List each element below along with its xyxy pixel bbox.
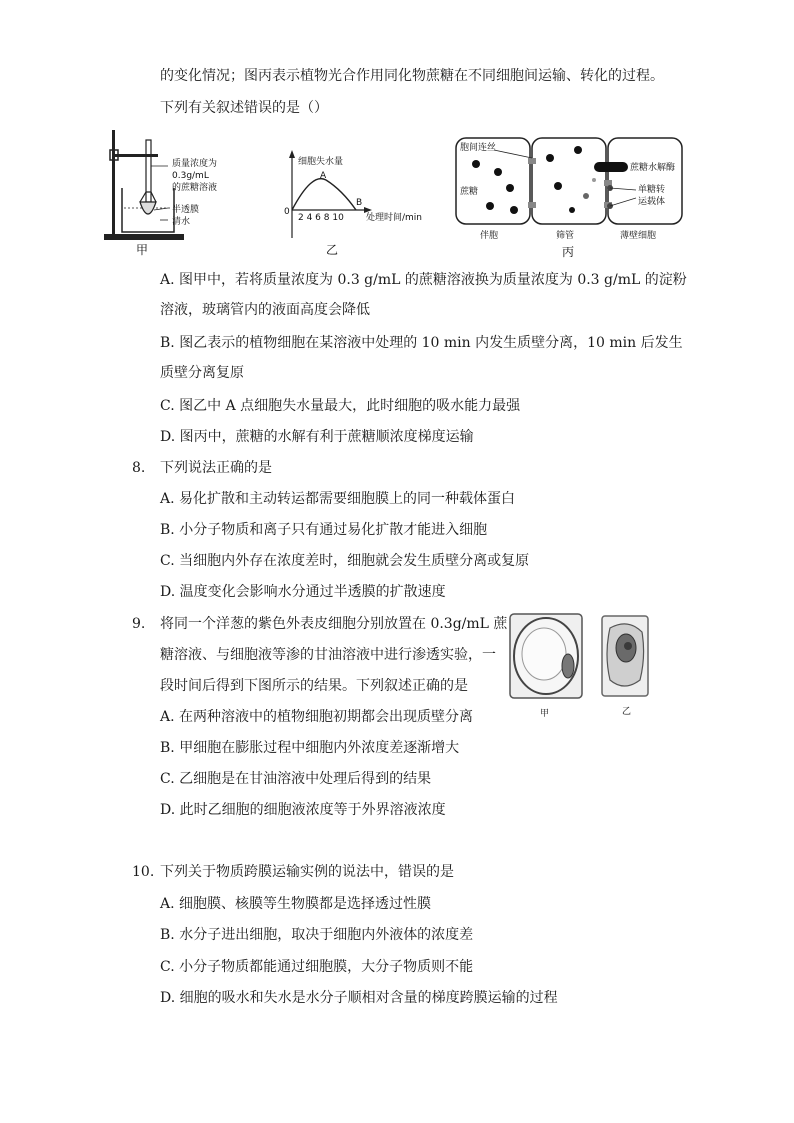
yi-point-b: B [356, 198, 363, 208]
jia-label-5: 清水 [172, 217, 191, 227]
jia-label-2: 0.3g/mL [172, 171, 209, 181]
bing-sucrase: 蔗糖水解酶 [630, 163, 676, 173]
bing-carrier-2: 运载体 [638, 197, 666, 207]
figure-yi [282, 150, 452, 256]
q7-option-d: D. 图丙中，蔗糖的水解有利于蔗糖顺浓度梯度运输 [160, 429, 474, 445]
q10-option-a: A. 细胞膜、核膜等生物膜都是选择透过性膜 [160, 896, 432, 912]
q10-stem: 下列关于物质跨膜运输实例的说法中，错误的是 [160, 864, 454, 880]
q8-stem: 下列说法正确的是 [160, 460, 272, 476]
q9-fig-yi-label: 乙 [622, 707, 632, 717]
jia-caption: 甲 [136, 243, 149, 257]
q9-option-d: D. 此时乙细胞的细胞液浓度等于外界溶液浓度 [160, 802, 446, 818]
figure-q9-cells [506, 610, 666, 720]
q7-intro-line2: 下列有关叙述错误的是（） [160, 100, 328, 116]
q8-option-a: A. 易化扩散和主动转运都需要细胞膜上的同一种载体蛋白 [160, 491, 516, 507]
yi-caption: 乙 [326, 243, 339, 257]
q8-number: 8. [132, 460, 146, 476]
jia-label-4: 半透膜 [172, 205, 200, 215]
q9-stem-line2: 糖溶液、与细胞液等渗的甘油溶液中进行渗透实验，一 [160, 647, 496, 663]
yi-ticks: 2 4 6 8 10 [298, 213, 344, 223]
yi-origin: 0 [284, 207, 290, 217]
q9-stem-line1: 将同一个洋葱的紫色外表皮细胞分别放置在 0.3g/mL 蔗 [160, 616, 508, 632]
q7-option-a-line1: A. 图甲中，若将质量浓度为 0.3 g/mL 的蔗糖溶液换为质量浓度为 0.3 g/mL 的淀粉 [160, 272, 687, 288]
bing-cell-sieve: 筛管 [556, 231, 575, 241]
q7-option-c: C. 图乙中 A 点细胞失水量最大，此时细胞的吸水能力最强 [160, 398, 521, 414]
q8-option-c: C. 当细胞内外存在浓度差时，细胞就会发生质壁分离或复原 [160, 553, 530, 569]
yi-point-a: A [320, 171, 327, 181]
figure-jia [100, 126, 260, 256]
q8-option-d: D. 温度变化会影响水分通过半透膜的扩散速度 [160, 584, 446, 600]
q7-option-a-line2: 溶液，玻璃管内的液面高度会降低 [160, 302, 370, 318]
jia-label-1: 质量浓度为 [172, 159, 218, 169]
q9-option-a: A. 在两种溶液中的植物细胞初期都会出现质壁分离 [160, 709, 474, 725]
yi-ylabel: 细胞失水量 [298, 157, 344, 167]
bing-carrier-1: 单糖转 [638, 185, 666, 195]
q7-option-b-line1: B. 图乙表示的植物细胞在某溶液中处理的 10 min 内发生质壁分离，10 min 后发生 [160, 335, 683, 351]
q9-number: 9. [132, 616, 146, 632]
q7-option-b-line2: 质壁分离复原 [160, 365, 244, 381]
bing-plasmodesmata: 胞间连丝 [460, 143, 497, 153]
q10-number: 10. [132, 864, 155, 880]
q10-option-d: D. 细胞的吸水和失水是水分子顺相对含量的梯度跨膜运输的过程 [160, 990, 558, 1006]
q10-option-b: B. 水分子进出细胞，取决于细胞内外液体的浓度差 [160, 927, 474, 943]
bing-cell-parenchyma: 薄壁细胞 [620, 231, 657, 241]
q9-option-b: B. 甲细胞在膨胀过程中细胞内外浓度差逐渐增大 [160, 740, 460, 756]
q7-intro-line1: 的变化情况；图丙表示植物光合作用同化物蔗糖在不同细胞间运输、转化的过程。 [160, 68, 664, 84]
bing-cell-companion: 伴胞 [480, 231, 499, 241]
jia-label-3: 的蔗糖溶液 [172, 183, 218, 193]
q10-option-c: C. 小分子物质都能通过细胞膜，大分子物质则不能 [160, 959, 474, 975]
figure-bing [454, 136, 684, 259]
q9-option-c: C. 乙细胞是在甘油溶液中处理后得到的结果 [160, 771, 432, 787]
q9-fig-jia-label: 甲 [540, 709, 550, 719]
q9-stem-line3: 段时间后得到下图所示的结果。下列叙述正确的是 [160, 678, 468, 694]
q8-option-b: B. 小分子物质和离子只有通过易化扩散才能进入细胞 [160, 522, 488, 538]
bing-caption: 丙 [562, 245, 575, 259]
yi-xlabel: 处理时间/min [366, 213, 423, 223]
bing-sucrose: 蔗糖 [460, 187, 479, 197]
